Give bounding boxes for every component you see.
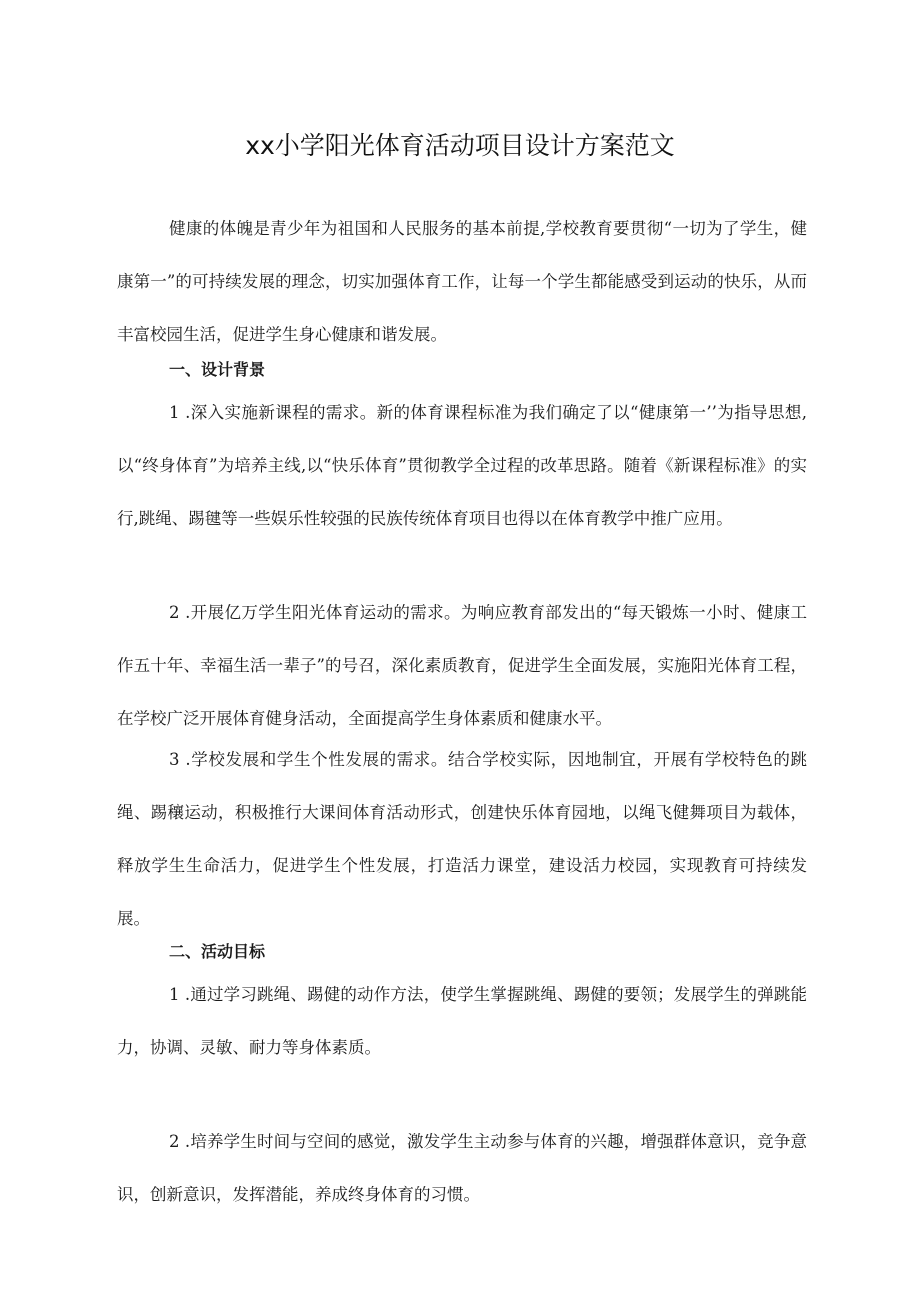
section-heading-design-background: 一、设计背景 (169, 360, 266, 379)
background-item-2: 2 .开展亿万学生阳光体育运动的需求。为响应教育部发出的“每天锻炼一小时、健康工作五十年、幸福生活一辈子”的号召，深化素质教育，促进学生全面发展，实施阳光体育工程，在学校广泛开展体育健身活动，全面提高学生身体素质和健康水平。 (117, 603, 807, 728)
document-title: xx小学阳光体育活动项目设计方案范文 (245, 131, 675, 160)
background-item-1: 1 .深入实施新课程的需求。新的体育课程标准为我们确定了以“健康第一’’为指导思想,以“终身体育”为培养主线,以“快乐体育”贯彻教学全过程的改革思路。随着《新课程标准》的实行,跳绳、踢毽等一些娱乐性较强的民族传统体育项目也得以在体育教学中推广应用。 (117, 403, 807, 528)
intro-paragraph: 健康的体魄是青少年为祖国和人民服务的基本前提,学校教育要贯彻“一切为了学生，健康第一”的可持续发展的理念，切实加强体育工作，让每一个学生都能感受到运动的快乐，从而丰富校园生活，促进学生身心健康和谐发展。 (117, 219, 807, 344)
section-heading-activity-goals: 二、活动目标 (169, 942, 266, 961)
background-item-3: 3 .学校发展和学生个性发展的需求。结合学校实际，因地制宜，开展有学校特色的跳绳、踢穰运动，积极推行大课间体育活动形式，创建快乐体育园地，以绳飞健舞项目为载体，释放学生生命活力，促进学生个性发展，打造活力课堂，建设活力校园，实现教育可持续发展。 (117, 750, 807, 928)
goal-item-1: 1 .通过学习跳绳、踢健的动作方法，使学生掌握跳绳、踢健的要领；发展学生的弹跳能力，协调、灵敏、耐力等身体素质。 (117, 985, 807, 1057)
goal-item-2: 2 .培养学生时间与空间的感觉，激发学生主动参与体育的兴趣，增强群体意识，竞争意识，创新意识，发挥潜能，养成终身体育的习惯。 (117, 1132, 807, 1204)
